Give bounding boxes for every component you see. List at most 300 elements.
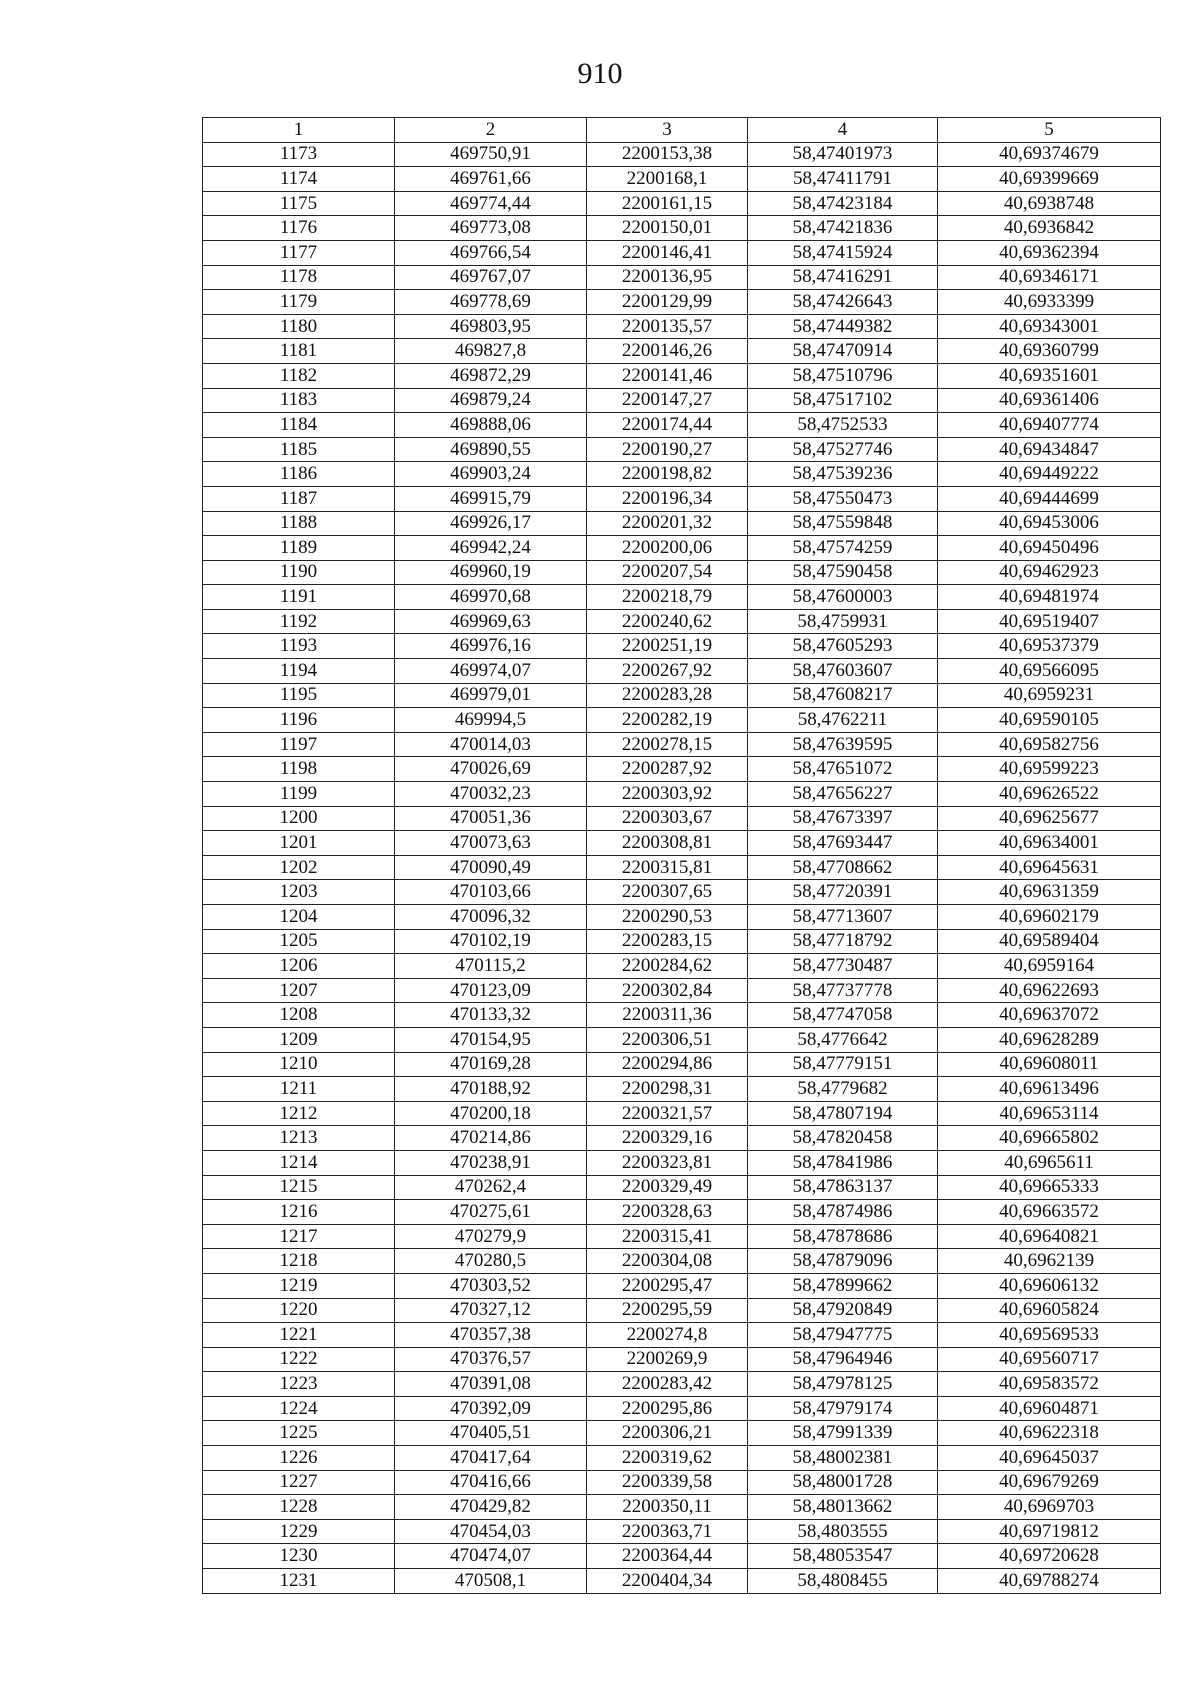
table-cell-col-3: 2200190,27: [587, 437, 748, 462]
table-cell-col-4: 58,47603607: [748, 659, 938, 684]
table-cell-col-2: 470405,51: [395, 1421, 587, 1446]
table-cell-col-1: 1214: [203, 1150, 395, 1175]
table-cell-col-2: 470073,63: [395, 831, 587, 856]
table-cell-col-4: 58,47426643: [748, 290, 938, 315]
table-row: [203, 831, 1161, 856]
table-cell-col-3: 2200150,01: [587, 216, 748, 241]
table-row: [203, 585, 1161, 610]
table-cell-col-2: 470392,09: [395, 1396, 587, 1421]
table-row: [203, 954, 1161, 979]
table-cell-col-1: 1179: [203, 290, 395, 315]
table-cell-col-1: 1218: [203, 1249, 395, 1274]
table-cell-col-3: 2200298,31: [587, 1077, 748, 1102]
table-row: [203, 1175, 1161, 1200]
table-cell-col-4: 58,4779682: [748, 1077, 938, 1102]
table-cell-col-1: 1210: [203, 1052, 395, 1077]
table-cell-col-3: 2200135,57: [587, 314, 748, 339]
table-row: [203, 462, 1161, 487]
table-cell-col-5: 40,6938748: [938, 191, 1161, 216]
table-row: [203, 1077, 1161, 1102]
table-cell-col-5: 40,69640821: [938, 1224, 1161, 1249]
table-cell-col-1: 1212: [203, 1101, 395, 1126]
table-cell-col-1: 1196: [203, 708, 395, 733]
table-cell-col-3: 2200196,34: [587, 486, 748, 511]
table-cell-col-5: 40,6959164: [938, 954, 1161, 979]
table-cell-col-3: 2200146,41: [587, 240, 748, 265]
column-header-4: 4: [748, 118, 938, 143]
table-row: [203, 782, 1161, 807]
table-cell-col-1: 1187: [203, 486, 395, 511]
table-cell-col-1: 1191: [203, 585, 395, 610]
table-cell-col-3: 2200267,92: [587, 659, 748, 684]
table-cell-col-4: 58,47693447: [748, 831, 938, 856]
table-cell-col-1: 1192: [203, 609, 395, 634]
table-cell-col-4: 58,47820458: [748, 1126, 938, 1151]
table-cell-col-5: 40,69626522: [938, 782, 1161, 807]
table-cell-col-2: 469803,95: [395, 314, 587, 339]
table-cell-col-1: 1216: [203, 1200, 395, 1225]
table-cell-col-4: 58,47841986: [748, 1150, 938, 1175]
table-cell-col-5: 40,69582756: [938, 732, 1161, 757]
table-cell-col-2: 470102,19: [395, 929, 587, 954]
table-cell-col-3: 2200287,92: [587, 757, 748, 782]
column-header-2: 2: [395, 118, 587, 143]
table-cell-col-1: 1197: [203, 732, 395, 757]
table-cell-col-5: 40,69665333: [938, 1175, 1161, 1200]
table-cell-col-4: 58,47421836: [748, 216, 938, 241]
table-cell-col-2: 470200,18: [395, 1101, 587, 1126]
table-cell-col-4: 58,47605293: [748, 634, 938, 659]
table-cell-col-5: 40,69634001: [938, 831, 1161, 856]
table-cell-col-3: 2200207,54: [587, 560, 748, 585]
table-cell-col-4: 58,4808455: [748, 1569, 938, 1594]
table-row: [203, 1052, 1161, 1077]
table-cell-col-1: 1213: [203, 1126, 395, 1151]
table-cell-col-2: 469761,66: [395, 167, 587, 192]
table-cell-col-3: 2200295,59: [587, 1298, 748, 1323]
table-cell-col-4: 58,47656227: [748, 782, 938, 807]
table-cell-col-2: 469903,24: [395, 462, 587, 487]
table-cell-col-2: 470123,09: [395, 978, 587, 1003]
table-cell-col-2: 470280,5: [395, 1249, 587, 1274]
table-cell-col-4: 58,47979174: [748, 1396, 938, 1421]
table-cell-col-3: 2200290,53: [587, 905, 748, 930]
table-cell-col-4: 58,47720391: [748, 880, 938, 905]
table-row: [203, 1150, 1161, 1175]
table-row: [203, 929, 1161, 954]
table-cell-col-4: 58,4752533: [748, 413, 938, 438]
table-cell-col-3: 2200295,47: [587, 1273, 748, 1298]
table-cell-col-2: 469872,29: [395, 363, 587, 388]
table-cell-col-4: 58,47713607: [748, 905, 938, 930]
table-cell-col-5: 40,69602179: [938, 905, 1161, 930]
table-cell-col-4: 58,47401973: [748, 142, 938, 167]
table-cell-col-3: 2200282,19: [587, 708, 748, 733]
table-cell-col-1: 1230: [203, 1544, 395, 1569]
table-cell-col-4: 58,48002381: [748, 1446, 938, 1471]
table-cell-col-5: 40,69608011: [938, 1052, 1161, 1077]
table-row: [203, 1249, 1161, 1274]
table-cell-col-3: 2200141,46: [587, 363, 748, 388]
table-cell-col-5: 40,69569533: [938, 1323, 1161, 1348]
table-cell-col-2: 470026,69: [395, 757, 587, 782]
table-cell-col-3: 2200315,41: [587, 1224, 748, 1249]
table-cell-col-1: 1208: [203, 1003, 395, 1028]
table-cell-col-3: 2200198,82: [587, 462, 748, 487]
table-cell-col-1: 1224: [203, 1396, 395, 1421]
table-cell-col-3: 2200147,27: [587, 388, 748, 413]
table-cell-col-3: 2200218,79: [587, 585, 748, 610]
table-row: [203, 142, 1161, 167]
table-cell-col-4: 58,47807194: [748, 1101, 938, 1126]
table-row: [203, 905, 1161, 930]
table-cell-col-1: 1183: [203, 388, 395, 413]
table-cell-col-4: 58,47574259: [748, 536, 938, 561]
table-cell-col-5: 40,69590105: [938, 708, 1161, 733]
table-cell-col-3: 2200306,21: [587, 1421, 748, 1446]
table-cell-col-5: 40,69444699: [938, 486, 1161, 511]
table-cell-col-3: 2200404,34: [587, 1569, 748, 1594]
table-cell-col-2: 470214,86: [395, 1126, 587, 1151]
table-cell-col-3: 2200329,16: [587, 1126, 748, 1151]
table-cell-col-5: 40,69663572: [938, 1200, 1161, 1225]
table-cell-col-2: 469979,01: [395, 683, 587, 708]
table-cell-col-5: 40,6959231: [938, 683, 1161, 708]
table-cell-col-5: 40,69606132: [938, 1273, 1161, 1298]
table-cell-col-1: 1174: [203, 167, 395, 192]
table-cell-col-2: 470454,03: [395, 1519, 587, 1544]
table-cell-col-3: 2200146,26: [587, 339, 748, 364]
table-cell-col-2: 469976,16: [395, 634, 587, 659]
table-row: [203, 978, 1161, 1003]
table-cell-col-1: 1227: [203, 1470, 395, 1495]
table-cell-col-1: 1194: [203, 659, 395, 684]
table-cell-col-1: 1223: [203, 1372, 395, 1397]
table-cell-col-1: 1188: [203, 511, 395, 536]
table-cell-col-4: 58,47863137: [748, 1175, 938, 1200]
table-row: [203, 1101, 1161, 1126]
table-row: [203, 388, 1161, 413]
table-cell-col-3: 2200339,58: [587, 1470, 748, 1495]
table-cell-col-2: 470103,66: [395, 880, 587, 905]
table-cell-col-5: 40,69462923: [938, 560, 1161, 585]
table-cell-col-4: 58,47423184: [748, 191, 938, 216]
table-row: [203, 1224, 1161, 1249]
table-cell-col-1: 1231: [203, 1569, 395, 1594]
table-cell-col-1: 1186: [203, 462, 395, 487]
table-cell-col-3: 2200307,65: [587, 880, 748, 905]
table-cell-col-1: 1228: [203, 1495, 395, 1520]
table-row: [203, 634, 1161, 659]
table-cell-col-2: 469942,24: [395, 536, 587, 561]
table-cell-col-3: 2200319,62: [587, 1446, 748, 1471]
table-cell-col-3: 2200269,9: [587, 1347, 748, 1372]
table-cell-col-1: 1195: [203, 683, 395, 708]
table-cell-col-4: 58,47411791: [748, 167, 938, 192]
table-cell-col-3: 2200304,08: [587, 1249, 748, 1274]
table-cell-col-4: 58,47559848: [748, 511, 938, 536]
table-cell-col-5: 40,69628289: [938, 1027, 1161, 1052]
table-cell-col-1: 1217: [203, 1224, 395, 1249]
table-row: [203, 1421, 1161, 1446]
table-cell-col-2: 469915,79: [395, 486, 587, 511]
table-cell-col-4: 58,4759931: [748, 609, 938, 634]
table-cell-col-3: 2200294,86: [587, 1052, 748, 1077]
table-cell-col-3: 2200350,11: [587, 1495, 748, 1520]
table-cell-col-3: 2200284,62: [587, 954, 748, 979]
table-cell-col-3: 2200303,67: [587, 806, 748, 831]
table-cell-col-5: 40,69625677: [938, 806, 1161, 831]
table-cell-col-2: 470303,52: [395, 1273, 587, 1298]
table-cell-col-3: 2200136,95: [587, 265, 748, 290]
table-row: [203, 1323, 1161, 1348]
table-cell-col-1: 1222: [203, 1347, 395, 1372]
table-cell-col-1: 1177: [203, 240, 395, 265]
table-cell-col-4: 58,47737778: [748, 978, 938, 1003]
table-cell-col-1: 1221: [203, 1323, 395, 1348]
table-cell-col-2: 469773,08: [395, 216, 587, 241]
table-cell-col-5: 40,69537379: [938, 634, 1161, 659]
table-cell-col-1: 1225: [203, 1421, 395, 1446]
table-header-row: [203, 118, 1161, 143]
table-cell-col-3: 2200364,44: [587, 1544, 748, 1569]
table-cell-col-5: 40,69679269: [938, 1470, 1161, 1495]
table-row: [203, 486, 1161, 511]
table-cell-col-1: 1173: [203, 142, 395, 167]
table-cell-col-1: 1202: [203, 855, 395, 880]
table-cell-col-1: 1199: [203, 782, 395, 807]
table-cell-col-1: 1201: [203, 831, 395, 856]
table-cell-col-5: 40,69434847: [938, 437, 1161, 462]
table-cell-col-3: 2200240,62: [587, 609, 748, 634]
table-cell-col-2: 470032,23: [395, 782, 587, 807]
column-header-5: 5: [938, 118, 1161, 143]
table-cell-col-4: 58,47527746: [748, 437, 938, 462]
table-cell-col-3: 2200321,57: [587, 1101, 748, 1126]
table-cell-col-2: 470357,38: [395, 1323, 587, 1348]
table-cell-col-3: 2200295,86: [587, 1396, 748, 1421]
table-cell-col-1: 1220: [203, 1298, 395, 1323]
table-row: [203, 191, 1161, 216]
table-cell-col-3: 2200308,81: [587, 831, 748, 856]
table-cell-col-2: 469970,68: [395, 585, 587, 610]
table-row: [203, 265, 1161, 290]
table-cell-col-1: 1182: [203, 363, 395, 388]
table-cell-col-4: 58,47899662: [748, 1273, 938, 1298]
table-cell-col-5: 40,6933399: [938, 290, 1161, 315]
page-number: 910: [577, 57, 623, 90]
table-cell-col-5: 40,69645037: [938, 1446, 1161, 1471]
table-cell-col-5: 40,69519407: [938, 609, 1161, 634]
table-cell-col-2: 470154,95: [395, 1027, 587, 1052]
table-cell-col-5: 40,69645631: [938, 855, 1161, 880]
table-cell-col-2: 469778,69: [395, 290, 587, 315]
table-cell-col-4: 58,47608217: [748, 683, 938, 708]
table-cell-col-3: 2200153,38: [587, 142, 748, 167]
table-row: [203, 314, 1161, 339]
table-cell-col-5: 40,69720628: [938, 1544, 1161, 1569]
table-cell-col-5: 40,69453006: [938, 511, 1161, 536]
table-cell-col-4: 58,48053547: [748, 1544, 938, 1569]
table-cell-col-1: 1175: [203, 191, 395, 216]
table-row: [203, 290, 1161, 315]
table-cell-col-4: 58,47416291: [748, 265, 938, 290]
table-cell-col-3: 2200129,99: [587, 290, 748, 315]
table-cell-col-4: 58,47510796: [748, 363, 938, 388]
table-cell-col-4: 58,47964946: [748, 1347, 938, 1372]
table-cell-col-2: 470014,03: [395, 732, 587, 757]
table-body: [203, 142, 1161, 1593]
table-cell-col-5: 40,69566095: [938, 659, 1161, 684]
table-cell-col-1: 1180: [203, 314, 395, 339]
table-cell-col-5: 40,6969703: [938, 1495, 1161, 1520]
table-row: [203, 1347, 1161, 1372]
table-cell-col-3: 2200283,28: [587, 683, 748, 708]
table-row: [203, 1544, 1161, 1569]
column-header-3: 3: [587, 118, 748, 143]
table-cell-col-5: 40,69622693: [938, 978, 1161, 1003]
table-cell-col-4: 58,47415924: [748, 240, 938, 265]
table-cell-col-4: 58,47978125: [748, 1372, 938, 1397]
table-cell-col-3: 2200302,84: [587, 978, 748, 1003]
table-cell-col-5: 40,69481974: [938, 585, 1161, 610]
table-cell-col-1: 1209: [203, 1027, 395, 1052]
table-row: [203, 339, 1161, 364]
table-row: [203, 1273, 1161, 1298]
table-cell-col-5: 40,69343001: [938, 314, 1161, 339]
table-cell-col-2: 470279,9: [395, 1224, 587, 1249]
table-cell-col-5: 40,69589404: [938, 929, 1161, 954]
table-cell-col-2: 470188,92: [395, 1077, 587, 1102]
table-cell-col-4: 58,48001728: [748, 1470, 938, 1495]
table-row: [203, 1200, 1161, 1225]
table-cell-col-3: 2200323,81: [587, 1150, 748, 1175]
table-cell-col-2: 470429,82: [395, 1495, 587, 1520]
table-cell-col-4: 58,47673397: [748, 806, 938, 831]
table-cell-col-3: 2200201,32: [587, 511, 748, 536]
table-cell-col-4: 58,47874986: [748, 1200, 938, 1225]
table-cell-col-4: 58,47449382: [748, 314, 938, 339]
table-cell-col-3: 2200174,44: [587, 413, 748, 438]
table-cell-col-4: 58,4776642: [748, 1027, 938, 1052]
table-row: [203, 413, 1161, 438]
table-cell-col-5: 40,69637072: [938, 1003, 1161, 1028]
table-cell-col-3: 2200200,06: [587, 536, 748, 561]
table-cell-col-4: 58,47708662: [748, 855, 938, 880]
table-cell-col-3: 2200283,15: [587, 929, 748, 954]
table-cell-col-5: 40,69362394: [938, 240, 1161, 265]
table-cell-col-1: 1226: [203, 1446, 395, 1471]
table-cell-col-5: 40,69450496: [938, 536, 1161, 561]
table-cell-col-4: 58,47747058: [748, 1003, 938, 1028]
table-cell-col-2: 470275,61: [395, 1200, 587, 1225]
table-row: [203, 806, 1161, 831]
table-cell-col-3: 2200278,15: [587, 732, 748, 757]
table-row: [203, 437, 1161, 462]
table-cell-col-5: 40,69449222: [938, 462, 1161, 487]
table-cell-col-5: 40,69665802: [938, 1126, 1161, 1151]
table-row: [203, 511, 1161, 536]
table-cell-col-2: 469994,5: [395, 708, 587, 733]
table-cell-col-3: 2200168,1: [587, 167, 748, 192]
coordinates-table: [202, 117, 1161, 1594]
table-cell-col-4: 58,47639595: [748, 732, 938, 757]
table-cell-col-1: 1178: [203, 265, 395, 290]
table-cell-col-2: 469827,8: [395, 339, 587, 364]
table-cell-col-4: 58,47550473: [748, 486, 938, 511]
table-cell-col-5: 40,69613496: [938, 1077, 1161, 1102]
table-cell-col-1: 1204: [203, 905, 395, 930]
table-cell-col-2: 470327,12: [395, 1298, 587, 1323]
table-cell-col-4: 58,4762211: [748, 708, 938, 733]
table-row: [203, 1495, 1161, 1520]
table-cell-col-5: 40,69374679: [938, 142, 1161, 167]
table-cell-col-5: 40,69719812: [938, 1519, 1161, 1544]
table-cell-col-2: 470262,4: [395, 1175, 587, 1200]
table-cell-col-1: 1189: [203, 536, 395, 561]
table-cell-col-2: 469969,63: [395, 609, 587, 634]
table-cell-col-2: 470416,66: [395, 1470, 587, 1495]
table-cell-col-4: 58,47779151: [748, 1052, 938, 1077]
table-row: [203, 880, 1161, 905]
table-cell-col-5: 40,69605824: [938, 1298, 1161, 1323]
table-cell-col-2: 469974,07: [395, 659, 587, 684]
table-row: [203, 659, 1161, 684]
table-row: [203, 732, 1161, 757]
table-row: [203, 536, 1161, 561]
table-cell-col-1: 1203: [203, 880, 395, 905]
table-row: [203, 855, 1161, 880]
table-cell-col-1: 1207: [203, 978, 395, 1003]
table-row: [203, 1298, 1161, 1323]
table-cell-col-3: 2200161,15: [587, 191, 748, 216]
table-row: [203, 1569, 1161, 1594]
table-cell-col-5: 40,69560717: [938, 1347, 1161, 1372]
table-row: [203, 1003, 1161, 1028]
table-cell-col-4: 58,47718792: [748, 929, 938, 954]
table-cell-col-2: 469890,55: [395, 437, 587, 462]
table-cell-col-1: 1190: [203, 560, 395, 585]
table-cell-col-1: 1176: [203, 216, 395, 241]
table-cell-col-2: 470238,91: [395, 1150, 587, 1175]
table-cell-col-5: 40,69788274: [938, 1569, 1161, 1594]
table-cell-col-2: 469750,91: [395, 142, 587, 167]
table-cell-col-5: 40,69653114: [938, 1101, 1161, 1126]
table-cell-col-2: 470096,32: [395, 905, 587, 930]
table-cell-col-1: 1185: [203, 437, 395, 462]
table-cell-col-4: 58,47600003: [748, 585, 938, 610]
table-cell-col-1: 1200: [203, 806, 395, 831]
table-cell-col-2: 470051,36: [395, 806, 587, 831]
table-cell-col-3: 2200251,19: [587, 634, 748, 659]
table-row: [203, 560, 1161, 585]
table-cell-col-2: 469879,24: [395, 388, 587, 413]
table-cell-col-5: 40,6962139: [938, 1249, 1161, 1274]
table-cell-col-3: 2200274,8: [587, 1323, 748, 1348]
table-cell-col-1: 1198: [203, 757, 395, 782]
table-cell-col-1: 1205: [203, 929, 395, 954]
table-cell-col-5: 40,69622318: [938, 1421, 1161, 1446]
table-row: [203, 1396, 1161, 1421]
table-cell-col-5: 40,69346171: [938, 265, 1161, 290]
table-cell-col-5: 40,6936842: [938, 216, 1161, 241]
table-cell-col-2: 470417,64: [395, 1446, 587, 1471]
table-row: [203, 1470, 1161, 1495]
table-cell-col-5: 40,69360799: [938, 339, 1161, 364]
table-cell-col-4: 58,47878686: [748, 1224, 938, 1249]
table-cell-col-4: 58,4803555: [748, 1519, 938, 1544]
table-cell-col-1: 1206: [203, 954, 395, 979]
